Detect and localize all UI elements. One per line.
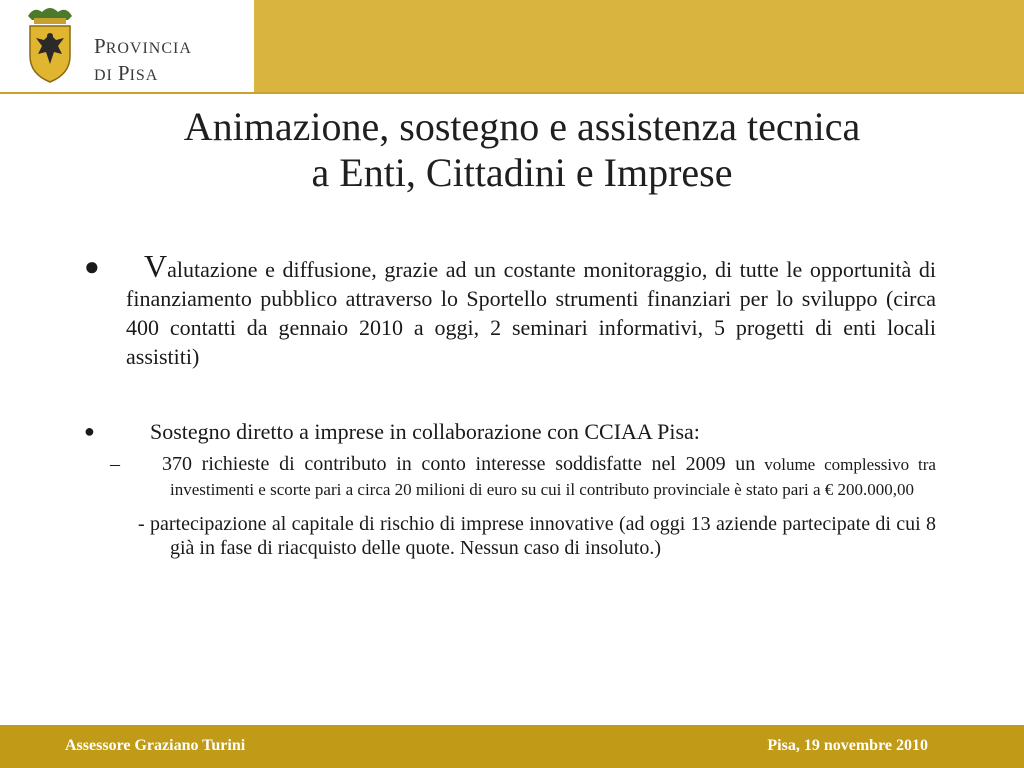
- dash-marker: –: [110, 453, 120, 475]
- bullet-icon: ●: [84, 252, 100, 281]
- slide-body: [84, 248, 936, 560]
- sub-item-text-small: volume complessivo tra investimenti e scorte pari a circa 20 milioni di euro su cui il contributo provinciale è stato pari a € 200.000,00: [170, 455, 936, 499]
- drop-cap: V: [144, 248, 168, 284]
- title-line-1: Animazione, sostegno e assistenza tecnica: [183, 104, 861, 149]
- title-line-2: a Enti, Cittadini e Imprese: [311, 150, 733, 195]
- bullet-icon: ●: [84, 421, 95, 441]
- provincia-crest-icon: [20, 4, 80, 84]
- sub-item-text: - partecipazione al capitale di rischio di imprese innovative (ad oggi 13 aziende partecipate di cui 8 già in fase di riacquisto delle quote. Nessun caso di insoluto.): [138, 513, 936, 559]
- bullet-item-sostegno: [84, 417, 936, 446]
- slide-header: [0, 0, 1024, 93]
- slide-title: [40, 104, 1004, 196]
- header-divider: [0, 92, 1024, 94]
- bullet-text: alutazione e diffusione, grazie ad un costante monitoraggio, di tutte le opportunità di finanziamento pubblico attraverso lo Sportello strumenti finanziari per lo sviluppo (circa 400 contatti da gennaio 2010 a oggi, 2 seminari informativi, 5 progetti di enti locali assistiti): [126, 257, 936, 369]
- bullet-item-valutazione: [84, 248, 936, 371]
- sub-item-text: 370 richieste di contributo in conto interesse soddisfatte nel 2009 un: [162, 453, 756, 475]
- footer-date: Pisa, 19 novembre 2010: [767, 737, 928, 754]
- bullet-text: Sostegno diretto a imprese in collaborazione con CCIAA Pisa:: [150, 419, 700, 444]
- footer-author: Assessore Graziano Turini: [65, 737, 246, 754]
- slide-footer: [0, 725, 1024, 768]
- organization-name: PROVINCIA DI PISA: [94, 34, 192, 85]
- sub-item-partecipazione: [84, 512, 936, 560]
- header-gold-band: [254, 0, 1024, 92]
- sub-item-richieste: [84, 452, 936, 502]
- logo-area: [0, 0, 252, 92]
